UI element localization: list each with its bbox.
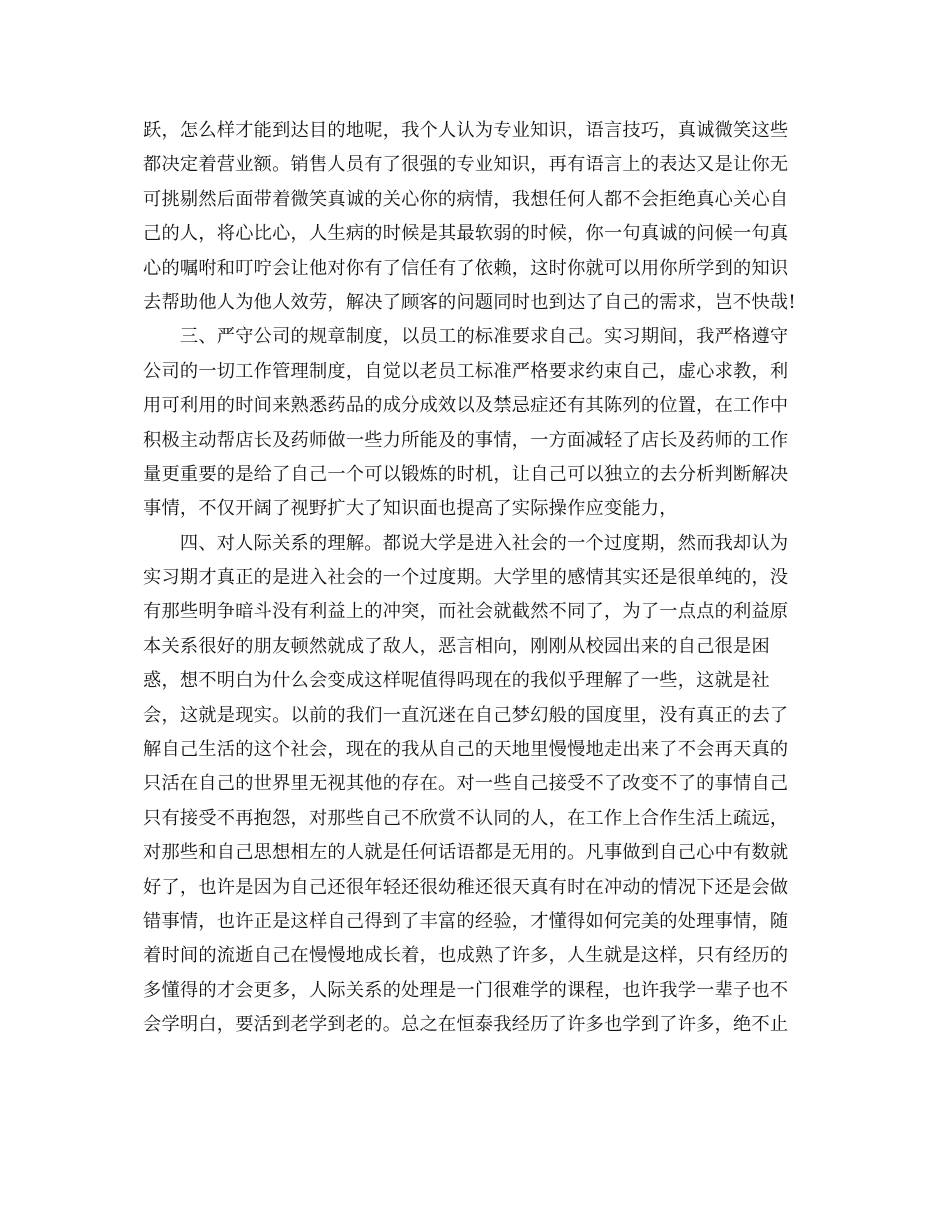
text-line: 去帮助他人为他人效劳，解决了顾客的问题同时也到达了自己的需求，岂不快哉!	[143, 291, 796, 313]
text-line: 着时间的流逝自己在慢慢地成长着，也成熟了许多，人生就是这样，只有经历的	[143, 945, 789, 967]
text-line: 会学明白，要活到老学到老的。总之在恒泰我经历了许多也学到了许多，绝不止	[143, 1014, 789, 1036]
text-line: 公司的一切工作管理制度，自觉以老员工标准严格要求约束自己，虚心求教，利	[143, 360, 789, 382]
text-line: 心的嘱咐和叮咛会让他对你有了信任有了依赖，这时你就可以用你所学到的知识	[143, 257, 789, 279]
text-line: 会，这就是现实。以前的我们一直沉迷在自己梦幻般的国度里，没有真正的去了	[143, 704, 789, 726]
text-line: 跃，怎么样才能到达目的地呢，我个人认为专业知识，语言技巧，真诚微笑这些	[143, 120, 789, 141]
text-line: 错事情，也许正是这样自己得到了丰富的经验，才懂得如何完美的处理事情，随	[143, 910, 789, 932]
text-line: 事情，不仅开阔了视野扩大了知识面也提高了实际操作应变能力，	[143, 498, 678, 520]
text-line: 只有接受不再抱怨，对那些自己不欣赏不认同的人，在工作上合作生活上疏远，	[143, 807, 789, 829]
text-line: 己的人，将心比心，人生病的时候是其最软弱的时候，你一句真诚的问候一句真	[143, 223, 789, 245]
text-line: 用可利用的时间来熟悉药品的成分成效以及禁忌症还有其陈列的位置，在工作中	[143, 395, 789, 417]
text-line: 对那些和自己思想相左的人就是任何话语都是无用的。凡事做到自己心中有数就	[143, 842, 789, 864]
text-line: 本关系很好的朋友顿然就成了敌人，恶言相向，刚刚从校园出来的自己很是困	[143, 635, 770, 657]
text-line: 积极主动帮店长及药师做一些力所能及的事情，一方面减轻了店长及药师的工作	[143, 429, 789, 451]
text-line: 多懂得的才会更多，人际关系的处理是一门很难学的课程，也许我学一辈子也不	[143, 979, 789, 1001]
text-line: 实习期才真正的是进入社会的一个过度期。大学里的感情其实还是很单纯的，没	[143, 567, 789, 589]
text-line: 只活在自己的世界里无视其他的存在。对一些自己接受不了改变不了的事情自己	[143, 773, 789, 795]
text-line: 解自己生活的这个社会，现在的我从自己的天地里慢慢地走出来了不会再天真的	[143, 739, 789, 761]
text-line: 四、对人际关系的理解。都说大学是进入社会的一个过度期，然而我却认为	[143, 532, 789, 554]
text-line: 有那些明争暗斗没有利益上的冲突，而社会就截然不同了，为了一点点的利益原	[143, 601, 789, 623]
text-line: 好了，也许是因为自己还很年轻还很幼稚还很天真有时在冲动的情况下还是会做	[143, 876, 789, 898]
text-line: 惑，想不明白为什么会变成这样呢值得吗现在的我似乎理解了一些，这就是社	[143, 670, 770, 692]
text-line: 可挑剔然后面带着微笑真诚的关心你的病情，我想任何人都不会拒绝真心关心自	[143, 188, 789, 210]
text-line: 三、严守公司的规章制度，以员工的标准要求自己。实习期间，我严格遵守	[143, 326, 789, 348]
text-line: 都决定着营业额。销售人员有了很强的专业知识，再有语言上的表达又是让你无	[143, 154, 789, 176]
body-text	[143, 114, 803, 1043]
text-line: 量更重要的是给了自己一个可以锻炼的时机，让自己可以独立的去分析判断解决	[143, 463, 789, 485]
